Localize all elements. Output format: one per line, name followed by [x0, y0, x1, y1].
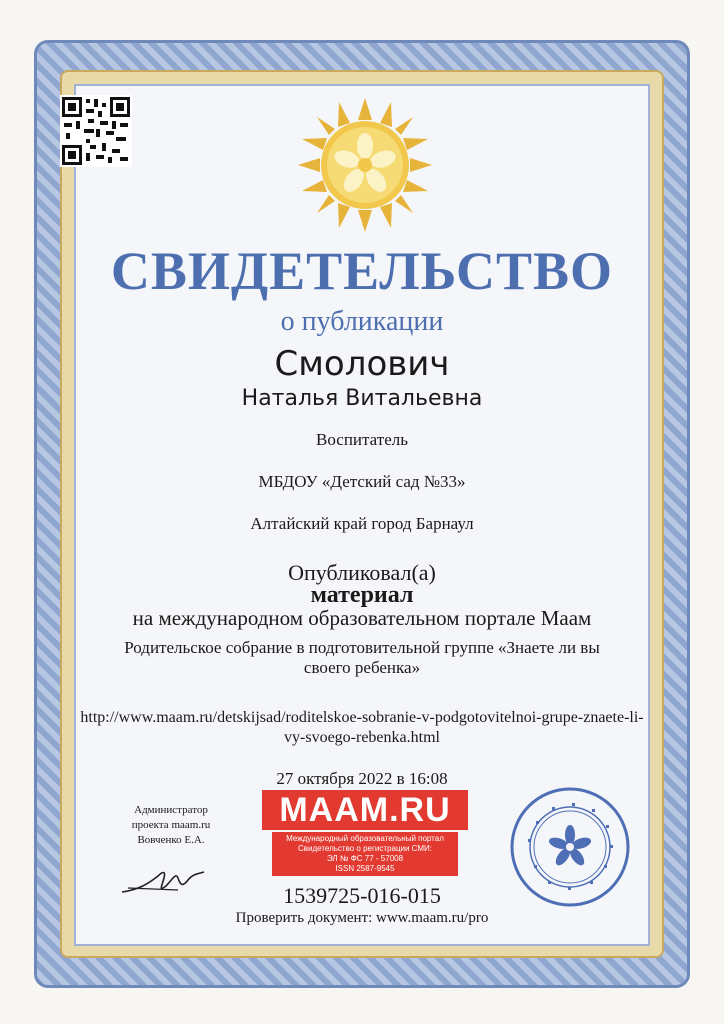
administrator-block: [106, 803, 236, 848]
sun-medal-icon: [298, 98, 432, 232]
admin-project: проекта maam.ru: [131, 819, 211, 831]
logo-registration: [272, 832, 458, 876]
certificate-title: СВИДЕТЕЛЬСТВО: [110, 241, 614, 301]
material-title: Родительское собрание в подготовительной группе «Знаете ли вы своего ребенка»: [124, 638, 600, 677]
published-label: Опубликовал(а): [288, 560, 436, 585]
recipient-name: Наталья Витальевна: [241, 386, 483, 411]
logo-line-1: Международный образовательный портал: [286, 834, 444, 843]
admin-title: Администратор: [134, 804, 208, 816]
material-url: http://www.maam.ru/detskijsad/roditelskoe-sobranie-v-podgotovitelnoi-grupe-znaete-li-vy-svoego-rebenka.html: [80, 709, 644, 746]
logo-line-4: ISSN 2587-9545: [335, 864, 395, 873]
qr-code-icon: [60, 95, 132, 167]
logo-line-2: Свидетельство о регистрации СМИ:: [297, 844, 433, 853]
recipient-organization: МБДОУ «Детский сад №33»: [258, 472, 466, 491]
material-label: материал: [310, 582, 414, 608]
recipient-position: Воспитатель: [316, 430, 408, 449]
certificate-number: 1539725-016-015: [283, 883, 441, 908]
portal-label: на международном образовательном портале Маам: [132, 606, 592, 630]
logo-line-3: ЭЛ № ФС 77 - 57008: [326, 854, 404, 863]
logo-text: MAAM.RU: [262, 790, 468, 830]
recipient-surname: Смолович: [274, 344, 450, 384]
maam-logo: [262, 790, 468, 878]
recipient-location: Алтайский край город Барнаул: [250, 514, 474, 533]
certificate-subtitle: о публикации: [280, 306, 444, 337]
publication-date: 27 октября 2022 в 16:08: [276, 769, 448, 788]
verify-link[interactable]: Проверить документ: www.maam.ru/pro: [235, 910, 489, 926]
admin-name: Вовченко Е.А.: [137, 834, 205, 846]
